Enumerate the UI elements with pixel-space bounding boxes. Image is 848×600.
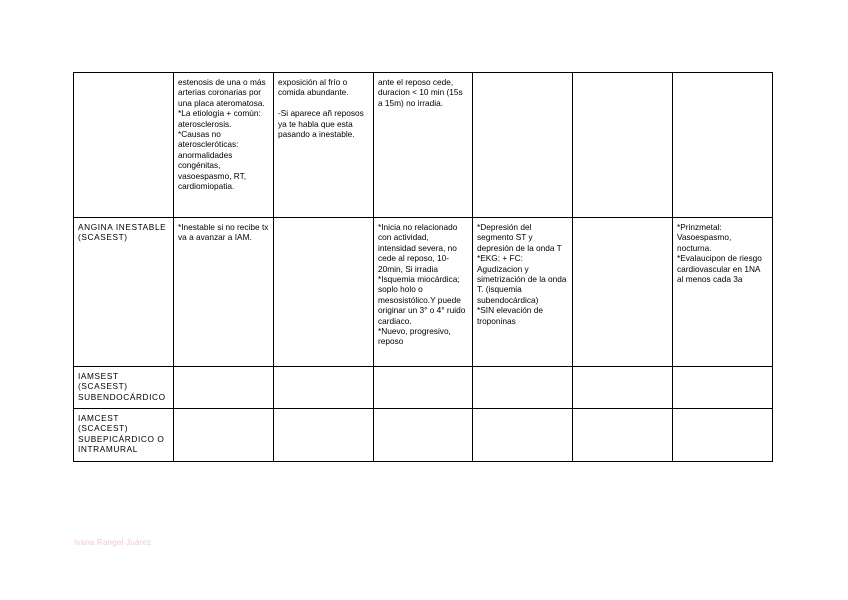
table-cell — [174, 367, 274, 409]
row-header-cell: IAMSEST (SCASEST) SUBENDOCÁRDICO — [74, 367, 174, 409]
table-cell — [673, 409, 773, 462]
table-cell: *Inestable si no recibe tx va a avanzar a IAM. — [174, 218, 274, 367]
table-row — [74, 409, 773, 462]
table-cell: *Inicia no relacionado con actividad, intensidad severa, no cede al reposo, 10-20min, Si irradia *Isquemia miocárdica; soplo holo o mesosistólico.Y puede originar un 3° o 4° ruido cardiaco. *Nuevo, progresivo, reposo — [374, 218, 473, 367]
row-header-cell: IAMCEST (SCACEST) SUBEPICÁRDICO O INTRAMURAL — [74, 409, 174, 462]
table-cell — [473, 409, 573, 462]
table-cell: *Depresión del segmento ST y depresión de la onda T *EKG: + FC: Agudizacion y simetrización de la onda T. (isquemia subendocárdica) *SIN elevación de troponinas — [473, 218, 573, 367]
table-cell — [573, 73, 673, 218]
table-cell — [274, 367, 374, 409]
table-cell — [274, 409, 374, 462]
notes-table — [73, 72, 773, 462]
table-cell — [473, 367, 573, 409]
table-cell: estenosis de una o más arterias coronarias por una placa ateromatosa. *La etiología + común: aterosclerosis. *Causas no ateroscleróticas: anormalidades congénitas, vasoespasmo, RT, cardiomiopatia. — [174, 73, 274, 218]
table-cell — [374, 409, 473, 462]
table-cell — [673, 367, 773, 409]
table-cell: *Prinzmetal: Vasoespasmo, nocturna. *Evalaucipon de riesgo cardiovascular en 1NA al menos cada 3a — [673, 218, 773, 367]
table-row — [74, 73, 773, 218]
table-cell — [573, 218, 673, 367]
table-cell — [473, 73, 573, 218]
table-cell — [174, 409, 274, 462]
table-cell — [573, 367, 673, 409]
author-footer: Ivana Rangel Juárez — [74, 538, 152, 547]
table-cell: exposición al frío o comida abundante. -Si aparece añ reposos ya te habla que esta pasando a inestable. — [274, 73, 374, 218]
row-header-cell — [74, 73, 174, 218]
row-header-cell: ANGINA INESTABLE (SCASEST) — [74, 218, 174, 367]
table-row — [74, 218, 773, 367]
table-cell — [573, 409, 673, 462]
table-cell — [374, 367, 473, 409]
table-cell — [274, 218, 374, 367]
table-cell — [673, 73, 773, 218]
table-cell: ante el reposo cede, duracion < 10 min (15s a 15m) no irradia. — [374, 73, 473, 218]
table-row — [74, 367, 773, 409]
